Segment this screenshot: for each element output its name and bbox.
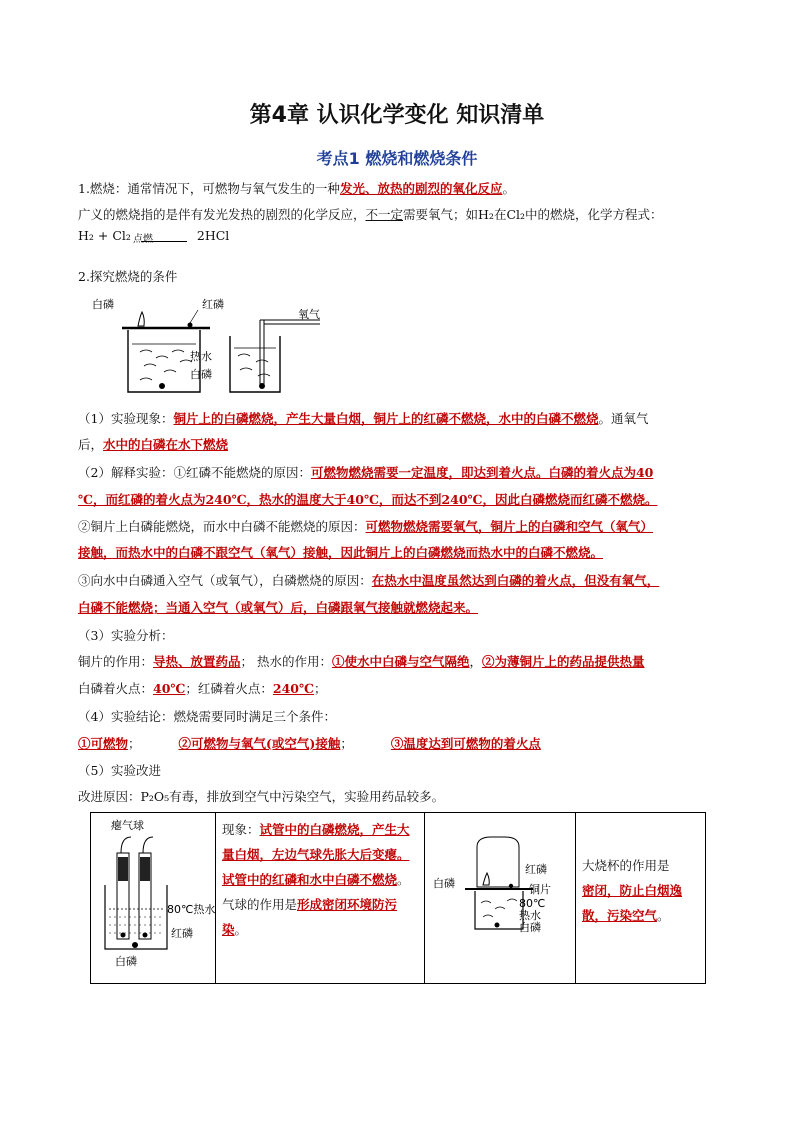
label-white-p: 白磷 (115, 955, 137, 968)
answer: ③温度达到可燃物的着火点 (390, 736, 541, 751)
analysis-heading: （3）实验分析： (78, 628, 174, 643)
text: 。 (657, 908, 670, 923)
answer: 铜片上的白磷燃烧，产生大量白烟，铜片上的红磷不燃烧，水中的白磷不燃烧 (173, 411, 599, 426)
explain-line-2 (78, 491, 658, 509)
answer: 发光、放热的剧烈的氧化反应 (339, 181, 503, 196)
equation-condition: 点燃 (133, 234, 153, 245)
answer: 密闭，防止白烟逸散，污染空气 (582, 883, 683, 923)
label-white-p-left: 白磷 (433, 877, 455, 890)
answer: ①可燃物 (78, 736, 129, 751)
balloon-apparatus-figure (91, 813, 215, 975)
table-cell-beaker-role (576, 813, 706, 984)
equation-rhs: 2HCl (196, 228, 230, 243)
label-copper: 铜片 (529, 883, 551, 896)
definition-line (78, 180, 515, 198)
text: ； 热水的作用： (240, 654, 333, 669)
phenomenon-line (78, 410, 649, 428)
text: ； (128, 736, 141, 751)
answer: 白磷不能燃烧；当通入空气（或氧气）后，白磷跟氧气接触就燃烧起来。 (78, 600, 479, 615)
explain-line-3 (78, 518, 653, 536)
explore-heading: 2.探究燃烧的条件 (78, 269, 178, 284)
answer: ②为薄铜片上的药品提供热量 (482, 654, 645, 669)
answer: 在热水中温度虽然达到白磷的着火点，但没有氧气， (371, 573, 660, 588)
label-oxygen: 氧气 (298, 308, 320, 321)
broad-definition-line (78, 206, 663, 224)
label-red-p: 红磷 (171, 927, 193, 940)
answer: ②可燃物与氧气(或空气)接触 (178, 736, 341, 751)
label-balloon: 瘪气球 (111, 819, 144, 832)
label-white-phosphorus: 白磷 (92, 298, 114, 311)
answer: 可燃物燃烧需要氧气，铜片上的白磷和空气（氧气） (365, 519, 654, 534)
answer: 试管中的白磷燃烧，产生大量白烟，左边气球先胀大后变瘪。试管中的红磷和水中白磷不燃烧 (222, 822, 410, 887)
label-hot-water-80: 80℃热水 (167, 903, 215, 916)
answer: ℃，而红磷的着火点为240℃，热水的温度大于40℃，而达不到240℃，因此白磷燃烧而红磷不燃烧。 (78, 492, 658, 507)
text: ； (313, 681, 327, 696)
analysis-line-1 (78, 653, 645, 671)
answer: 导热、放置药品 (153, 654, 241, 669)
table-figure-left (91, 813, 216, 984)
chemical-equation (78, 228, 229, 243)
improvement-heading: （5）实验改进 (78, 763, 161, 778)
underlined-text: 不一定 (365, 207, 404, 222)
right-beaker (230, 320, 320, 392)
experiment-figure (90, 296, 340, 400)
label-hot-water: 热水 (190, 350, 212, 363)
explain-line-1 (78, 464, 653, 482)
text: 广义的燃烧指的是伴有发光发热的剧烈的化学反应， (78, 207, 366, 222)
table-cell-phenomenon (216, 813, 425, 984)
answer: 水中的白磷在水下燃烧 (103, 437, 229, 452)
table-figure-right (425, 813, 576, 984)
text: 铜片的作用： (78, 654, 154, 669)
answer: 形成密闭环境防污染 (222, 897, 398, 937)
label-80c: 80℃ (519, 897, 546, 910)
text: 。通氧气 (598, 411, 649, 426)
text: ；红磷着火点： (185, 681, 273, 696)
answer: 接触，而热水中的白磷不跟空气（氧气）接触，因此铜片上的白磷燃烧而热水中的白磷不燃烧。 (78, 545, 604, 560)
text: 后， (78, 437, 104, 452)
text: 气球的作用是 (222, 897, 298, 912)
text: 白磷着火点： (78, 681, 154, 696)
text: ， (469, 654, 483, 669)
phenomenon-line-2 (78, 436, 228, 454)
improvement-table (90, 812, 706, 984)
conclusion-conditions (78, 735, 541, 753)
text: 大烧杯的作用是 (582, 858, 670, 873)
text: 。 (397, 872, 410, 887)
answer: ①使水中白磷与空气隔绝 (332, 654, 470, 669)
text: 。 (502, 181, 515, 196)
text: ③向水中白磷通入空气（或氧气），白磷燃烧的原因： (78, 573, 372, 588)
equation-lhs: H₂ + Cl₂ (78, 228, 131, 243)
text: 需要氧气；如H₂在Cl₂中的燃烧，化学方程式： (403, 207, 663, 222)
text: 现象： (222, 822, 260, 837)
improvement-reason: 改进原因：P₂O₅有毒，排放到空气中污染空气，实验用药品较多。 (78, 789, 445, 804)
answer: 40℃ (153, 681, 186, 696)
text: ； (340, 736, 353, 751)
label-red-phosphorus: 红磷 (202, 298, 224, 311)
explain-line-6 (78, 599, 478, 617)
label-white-phosphorus-bottom: 白磷 (190, 368, 212, 381)
explain-line-4 (78, 544, 603, 562)
analysis-line-2 (78, 680, 327, 698)
text: ②铜片上白磷能燃烧，而水中白磷不能燃烧的原因： (78, 519, 366, 534)
section-subtitle: 考点1 燃烧和燃烧条件 (316, 149, 478, 168)
label-red-p-right: 红磷 (525, 863, 547, 876)
text: （2）解释实验：①红磷不能燃烧的原因： (78, 465, 311, 480)
text: （1）实验现象： (78, 411, 174, 426)
text: 1.燃烧：通常情况下，可燃物与氧气发生的一种 (78, 181, 340, 196)
answer: 可燃物燃烧需要一定温度，即达到着火点。白磷的着火点为40 (310, 465, 654, 480)
beaker-apparatus-figure (425, 813, 575, 975)
conclusion-heading: （4）实验结论：燃烧需要同时满足三个条件： (78, 709, 336, 724)
text: 。 (234, 922, 248, 937)
answer: 240℃ (272, 681, 314, 696)
label-white-p-bottom: 白磷 (519, 921, 541, 934)
label-hot-water-right: 热水 (519, 909, 541, 922)
chapter-title: 第4章 认识化学变化 知识清单 (249, 103, 545, 128)
explain-line-5 (78, 572, 659, 590)
